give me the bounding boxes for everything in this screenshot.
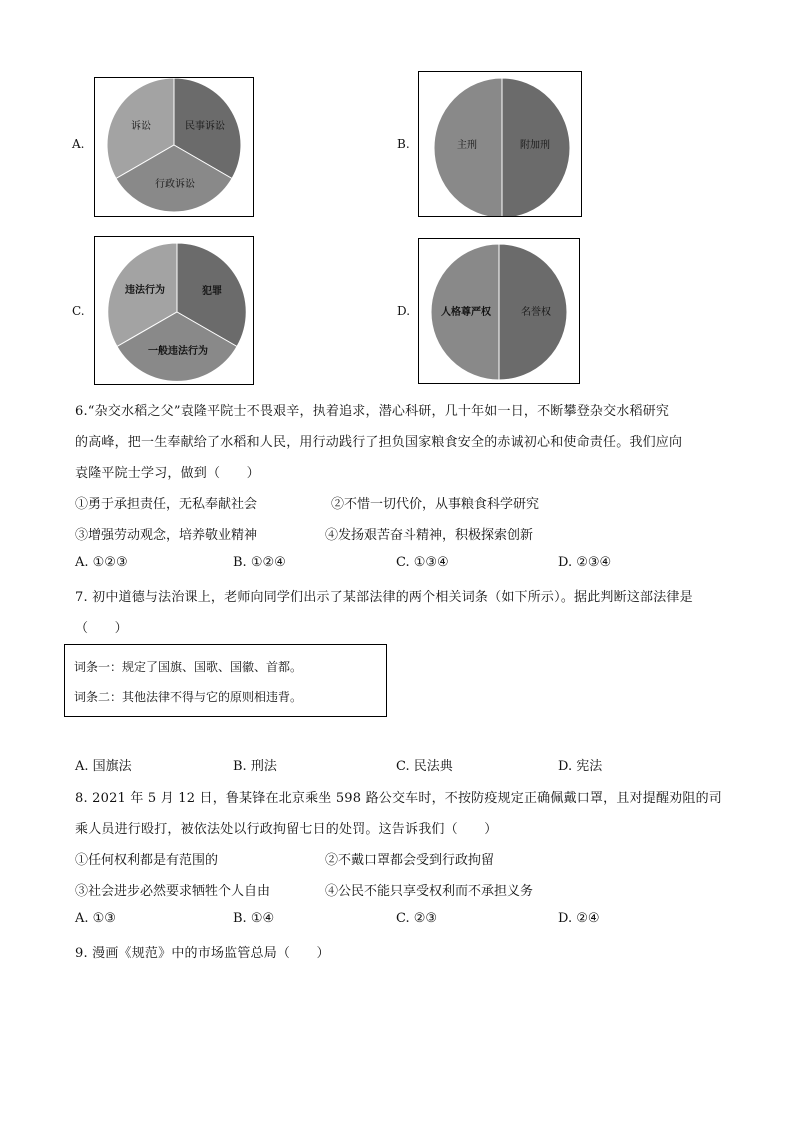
pie-label-principal: 主刑 (457, 140, 477, 151)
q8-stem-line-2: 乘人员进行殴打，被依法处以行政拘留七日的处罚。这告诉我们（ ） (75, 822, 498, 837)
option-a-letter: A. (72, 137, 85, 151)
q6-statement-1: ①勇于承担责任，无私奉献社会 (75, 497, 258, 512)
pie-label-dignity: 人格尊严权 (441, 307, 491, 318)
q6-stem-line-3: 袁隆平院士学习，做到（ ） (75, 466, 260, 481)
q6-choice-d[interactable]: D. ②③④ (558, 555, 612, 570)
option-d-letter: D. (397, 304, 411, 318)
q6-stem-line-1: 6.“杂交水稻之父”袁隆平院士不畏艰辛，执着追求，潜心科研，几十年如一日，不断攀登杂交水稻研究 (75, 404, 670, 419)
q8-statement-3: ③社会进步必然要求牺牲个人自由 (75, 884, 271, 899)
option-b-letter: B. (397, 137, 410, 151)
q6-choice-b[interactable]: B. ①②④ (233, 555, 286, 570)
pie-label-reputation: 名誉权 (521, 307, 551, 318)
q7-choice-b[interactable]: B. 刑法 (233, 759, 277, 774)
q7-stem-line-1: 7. 初中道德与法治课上，老师向同学们出示了某部法律的两个相关词条（如下所示）。据此判断这部法律是 (75, 590, 693, 605)
q8-statement-4: ④公民不能只享受权利而不承担义务 (325, 884, 534, 899)
option-a-chart (94, 77, 254, 217)
pie-label-supplementary: 附加刑 (520, 140, 550, 151)
q7-entry-1: 词条一：规定了国旗、国歌、国徽、首都。 (74, 660, 303, 674)
q9-stem-line-1: 9. 漫画《规范》中的市场监管总局（ ） (75, 946, 330, 961)
q8-stem-line-1: 8. 2021 年 5 月 12 日，鲁某锋在北京乘坐 598 路公交车时，不按防疫规定正确佩戴口罩，且对提醒劝阻的司 (75, 791, 722, 806)
pie-label-illegal: 违法行为 (125, 285, 165, 296)
option-c-letter: C. (72, 304, 85, 318)
q6-stem-line-2: 的高峰，把一生奉献给了水稻和人民，用行动践行了担负国家粮食安全的赤诚初心和使命责任。我们应向 (75, 435, 683, 450)
pie-label-litigation: 诉讼 (131, 121, 151, 132)
q7-choice-a[interactable]: A. 国旗法 (75, 759, 132, 774)
q8-choice-d[interactable]: D. ②④ (558, 911, 600, 926)
q8-choice-a[interactable]: A. ①③ (75, 911, 116, 926)
q6-choice-a[interactable]: A. ①②③ (75, 555, 128, 570)
q7-entries-box (64, 644, 387, 717)
option-d-chart (418, 238, 580, 384)
q6-choice-c[interactable]: C. ①③④ (396, 555, 449, 570)
q7-choice-d[interactable]: D. 宪法 (558, 759, 603, 774)
q7-stem-line-2: （ ） (75, 621, 128, 636)
q8-choice-c[interactable]: C. ②③ (396, 911, 438, 926)
q7-choice-c[interactable]: C. 民法典 (396, 759, 453, 774)
q6-statement-4: ④发扬艰苦奋斗精神，积极探索创新 (325, 528, 534, 543)
q8-choice-b[interactable]: B. ①④ (233, 911, 275, 926)
pie-label-crime: 犯罪 (202, 286, 222, 297)
pie-label-general: 一般违法行为 (148, 346, 208, 357)
option-c-chart (94, 236, 254, 385)
q8-statement-1: ①任何权利都是有范围的 (75, 853, 219, 868)
pie-label-admin: 行政诉讼 (155, 179, 195, 190)
q6-statement-3: ③增强劳动观念，培养敬业精神 (75, 528, 258, 543)
option-b-chart (418, 71, 582, 217)
q8-statement-2: ②不戴口罩都会受到行政拘留 (325, 853, 495, 868)
pie-label-civil: 民事诉讼 (185, 121, 225, 132)
q7-entry-2: 词条二：其他法律不得与它的原则相违背。 (74, 690, 303, 704)
q6-statement-2: ②不惜一切代价，从事粮食科学研究 (331, 497, 540, 512)
